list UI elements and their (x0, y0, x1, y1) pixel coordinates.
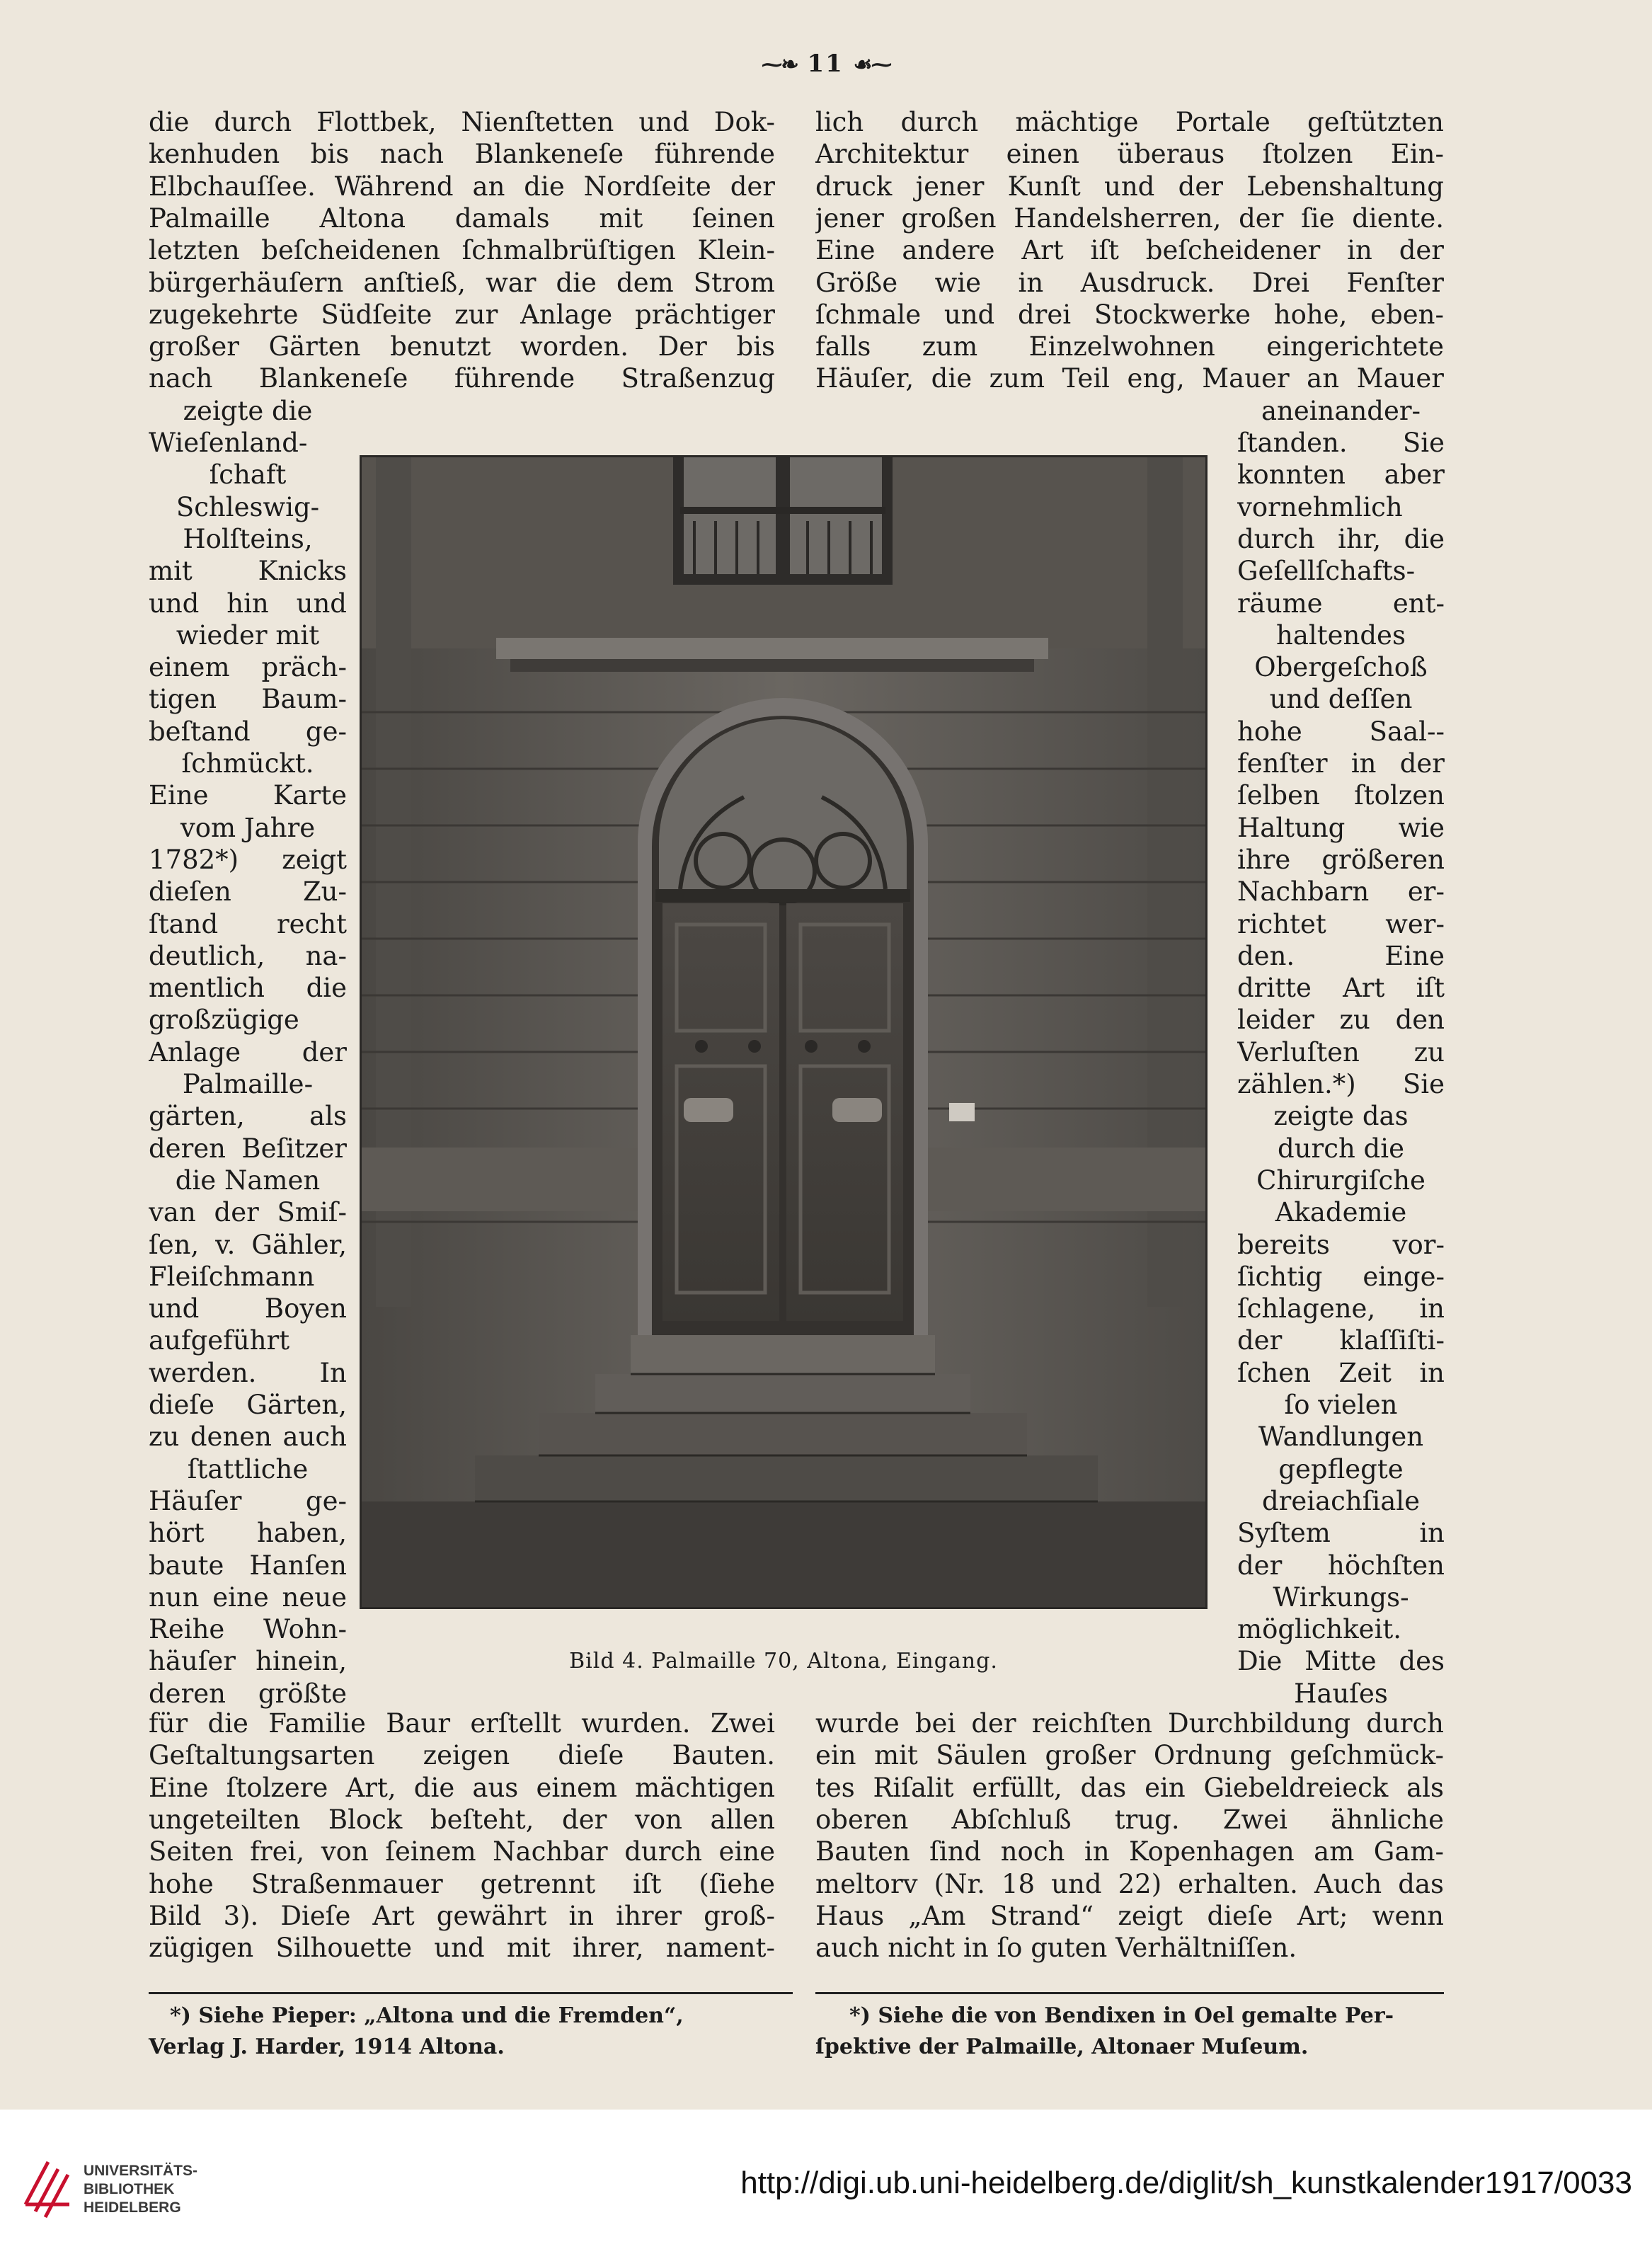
left-column-line: beſtand ge- (149, 716, 347, 747)
right-column-line: Die Mitte des (1237, 1646, 1445, 1677)
left-column-line: baute Hanſen (149, 1550, 347, 1581)
right-column-line: Haltung wie (1237, 812, 1445, 843)
right-column-line: dritte Art iſt (1237, 973, 1445, 1004)
body-line-right: ein mit Säulen großer Ordnung geſchmück- (815, 1740, 1444, 1771)
left-column-line: werden. In (149, 1357, 347, 1388)
library-name-line-3: HEIDELBERG (84, 2199, 181, 2216)
right-column-line: Geſellſchafts- (1237, 556, 1416, 587)
right-column-line: fenſter in der (1237, 748, 1445, 779)
footnote-right-line-1: *) Siehe die von Bendixen in Oel gemalte Per- (849, 2003, 1394, 2028)
body-line-left: nach Blankeneſe führende Straßenzug (149, 363, 775, 394)
left-column-line: ſtand recht (149, 908, 347, 939)
left-column-line: hört haben, (149, 1518, 347, 1549)
left-column-line: dieſen Zu- (149, 876, 347, 908)
footnote-right-line-2: ſpektive der Palmaille, Altonaer Muſeum. (815, 2035, 1309, 2059)
right-column-line: Hauſes (1294, 1678, 1388, 1709)
left-column-line: ſen, v. Gähler, (149, 1229, 347, 1260)
right-column-line: Syſtem in (1237, 1518, 1445, 1549)
library-name (84, 2162, 197, 2217)
right-column-line: dreiachſiale (1261, 1485, 1421, 1516)
footnote-rule-right (815, 1992, 1444, 1994)
body-line-left: Palmaille Altona damals mit ſeinen (149, 202, 775, 234)
right-column-line: ſichtig einge- (1237, 1261, 1445, 1292)
right-column-line: Akademie (1275, 1197, 1407, 1228)
left-column-line: deutlich, na- (149, 940, 347, 971)
right-column-line: ſo vielen (1284, 1390, 1398, 1420)
right-column-line: und deſſen (1269, 684, 1413, 715)
right-column-line: ſchen Zeit in (1237, 1357, 1445, 1388)
body-line-right: Eine andere Art iſt beſcheidener in der (815, 235, 1444, 266)
right-column-line: haltendes (1276, 619, 1406, 651)
right-column-line: möglichkeit. (1237, 1614, 1402, 1645)
page-number-text: 11 (807, 50, 844, 78)
body-line-left: großer Gärten benutzt worden. Der bis (149, 331, 775, 362)
left-column-line: wieder mit (176, 619, 320, 651)
body-line-right: ſchmale und drei Stockwerke hohe, eben- (815, 299, 1444, 330)
right-column-line: Obergeſchoß (1254, 652, 1428, 683)
right-column-line: hohe Saal-- (1237, 716, 1445, 747)
left-column-line: deren Beſitzer (149, 1133, 347, 1164)
source-url[interactable]: http://digi.ub.uni-heidelberg.de/diglit/sh_kunstkalender1917/0033 (740, 2165, 1632, 2200)
body-line-left: Geſtaltungsarten zeigen dieſe Bauten. (149, 1740, 775, 1771)
library-name-line-2: BIBLIOTHEK (84, 2181, 175, 2197)
body-line-right: druck jener Kunſt und der Lebenshaltung (815, 171, 1444, 202)
left-column-line: aufgeführt (149, 1325, 290, 1356)
body-line-right: Haus „Am Strand“ zeigt dieſe Art; wenn (815, 1900, 1444, 1931)
right-column-line: ihre größeren (1237, 844, 1445, 875)
right-column-line: bereits vor- (1237, 1229, 1445, 1260)
right-column-line: gepflegte (1278, 1453, 1404, 1484)
left-column-line: häuſer hinein, (149, 1646, 347, 1677)
body-line-right: meltorv (Nr. 18 und 22) erhalten. Auch das (815, 1868, 1444, 1899)
right-column-line: der klaſſiſti- (1237, 1325, 1445, 1356)
right-column-line: den. Eine (1237, 940, 1445, 971)
right-column-line: aneinander- (1261, 395, 1421, 426)
right-column-line: zählen.*) Sie (1237, 1069, 1445, 1099)
right-column-line: der höchſten (1237, 1550, 1445, 1581)
body-line-left: zugekehrte Südſeite zur Anlage prächtiger (149, 299, 775, 330)
left-column-line: Häuſer ge- (149, 1485, 347, 1516)
left-column-line: 1782*) zeigt (149, 844, 347, 875)
right-column-line: vornehmlich (1237, 491, 1403, 522)
body-line-left: ungeteilten Block beſteht, der von allen (149, 1804, 775, 1835)
body-line-left: Bild 3). Dieſe Art gewährt in ihrer groß- (149, 1900, 775, 1931)
body-line-left: kenhuden bis nach Blankeneſe führende (149, 139, 775, 170)
left-column-line: ſchaft (209, 459, 287, 491)
left-column-line: zeigte die (183, 395, 313, 426)
body-line-left: letzten beſcheidenen ſchmalbrüſtigen Klein- (149, 235, 775, 266)
right-column-line: konnten aber (1237, 459, 1445, 491)
body-line-right: jener großen Handelsherren, der ſie diente. (815, 202, 1444, 234)
body-line-left: für die Familie Baur erſtellt wurden. Zwei (149, 1708, 775, 1739)
body-line-left: zügigen Silhouette und mit ihrer, nament- (149, 1933, 775, 1964)
left-column-line: die Namen (175, 1165, 321, 1196)
body-line-left: Eine ſtolzere Art, die aus einem mächtigen (149, 1772, 775, 1803)
left-column-line: Schleswig- (176, 491, 320, 522)
body-line-right: oberen Abſchluß trug. Zwei ähnliche (815, 1804, 1444, 1835)
left-column-line: einem präch- (149, 652, 347, 683)
left-column-line: ſtattliche (187, 1453, 309, 1484)
body-line-right: Bauten ſind noch in Kopenhagen am Gam- (815, 1836, 1444, 1867)
left-column-line: großzügige (149, 1005, 299, 1036)
left-column-line: und Boyen (149, 1293, 347, 1324)
right-column-line: Chirurgiſche (1256, 1165, 1426, 1196)
left-column-line: gärten, als (149, 1101, 347, 1132)
left-column-line: Holſteins, (183, 523, 313, 554)
footnote-left-line-2: Verlag J. Harder, 1914 Altona. (149, 2035, 505, 2059)
right-column-line: ſtanden. Sie (1237, 428, 1445, 458)
left-column-line: Eine Karte (149, 780, 347, 811)
right-column-line: durch die (1278, 1133, 1404, 1164)
body-line-left: die durch Flottbek, Nienſtetten und Dok- (149, 107, 775, 137)
body-line-right: Größe wie in Ausdruck. Drei Fenſter (815, 267, 1444, 298)
body-line-left: Elbchauſſee. Während an die Nordſeite der (149, 171, 775, 202)
body-line-right: Architektur einen überaus ſtolzen Ein- (815, 139, 1444, 170)
body-line-right: lich durch mächtige Portale geſtützten (815, 107, 1444, 137)
page-number (0, 50, 1652, 78)
body-line-left: hohe Straßenmauer getrennt iſt (ſiehe (149, 1868, 775, 1899)
body-line-right: auch nicht in ſo guten Verhältniſſen. (815, 1933, 1297, 1964)
body-line-right: wurde bei der reichſten Durchbildung durch (815, 1708, 1444, 1739)
right-column-line: ſelben ſtolzen (1237, 780, 1445, 811)
left-column-line: mit Knicks (149, 556, 347, 587)
right-column-line: räume ent- (1237, 588, 1445, 619)
right-column-line: Nachbarn er- (1237, 876, 1445, 908)
photo-palmaille-entrance (360, 455, 1208, 1609)
left-column-line: vom Jahre (180, 812, 316, 843)
left-column-line: Reihe Wohn- (149, 1614, 347, 1645)
right-column-line: durch ihr, die (1237, 523, 1445, 554)
body-line-right: Häuſer, die zum Teil eng, Mauer an Mauer (815, 363, 1444, 394)
photo-caption: Bild 4. Palmaille 70, Altona, Eingang. (569, 1649, 998, 1673)
left-column-line: tigen Baum- (149, 684, 347, 715)
left-column-line: mentlich die (149, 973, 347, 1004)
right-column-line: ſchlagene, in (1237, 1293, 1445, 1324)
body-line-left: Seiten frei, von ſeinem Nachbar durch eine (149, 1836, 775, 1867)
left-column-line: Wieſenland- (149, 428, 308, 458)
footnote-left-line-1: *) Siehe Pieper: „Altona und die Fremden“, (170, 2003, 684, 2028)
right-column-line: Wirkungs- (1273, 1581, 1409, 1613)
left-column-line: Anlage der (149, 1036, 347, 1068)
right-column-line: leider zu den (1237, 1005, 1445, 1036)
body-line-right: tes Riſalit erfüllt, das ein Giebeldreieck als (815, 1772, 1444, 1803)
body-line-left: bürgerhäuſern anſtieß, war die dem Strom (149, 267, 775, 298)
right-column-line: zeigte das (1273, 1101, 1409, 1132)
library-name-line-1: UNIVERSITÄTS- (84, 2163, 198, 2179)
right-column-line: Wandlungen (1258, 1421, 1424, 1453)
right-column-line: richtet wer- (1237, 908, 1445, 939)
university-logo-icon (20, 2155, 76, 2219)
footnote-rule-left (149, 1992, 793, 1994)
right-column-line: Verluſten zu (1237, 1036, 1445, 1068)
left-column-line: Fleiſchmann (149, 1261, 315, 1292)
left-column-line: ſchmückt. (181, 748, 314, 779)
left-column-line: deren größte (149, 1678, 347, 1709)
body-line-right: falls zum Einzelwohnen eingerichtete (815, 331, 1444, 362)
left-column-line: und hin und (149, 588, 347, 619)
left-column-line: nun eine neue (149, 1581, 347, 1613)
left-column-line: Palmaille- (182, 1069, 314, 1099)
left-column-line: van der Smiſ- (149, 1197, 347, 1228)
left-column-line: zu denen auch (149, 1421, 347, 1453)
left-column-line: dieſe Gärten, (149, 1390, 347, 1420)
ornament-right-icon: ☙⁓ (853, 52, 891, 77)
ornament-left-icon: ⁓❧ (761, 52, 798, 77)
